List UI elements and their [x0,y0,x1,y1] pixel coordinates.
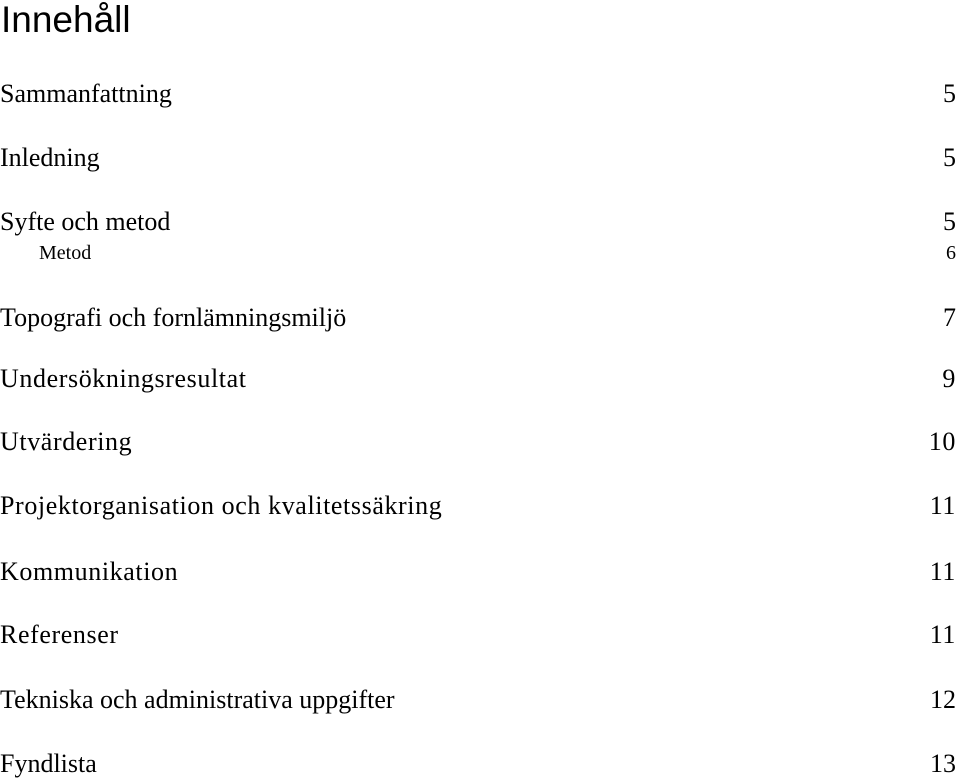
toc-entry-title: Topografi och fornlämningsmiljö [0,303,347,332]
page-title: Innehåll [1,0,131,40]
toc-entry-page: 10 [928,427,956,456]
toc-entry-page: 13 [930,749,956,778]
toc-entry-page: 5 [943,79,956,108]
toc-entry-utvardering[interactable] [0,427,956,457]
toc-entry-inledning[interactable] [0,143,956,173]
toc-entry-page: 11 [929,620,956,649]
toc-subentry-metod[interactable] [0,241,956,265]
toc-entry-page: 7 [943,303,956,332]
toc-entry-title: Referenser [0,620,119,649]
toc-entry-title: Projektorganisation och kvalitetssäkring [0,491,443,520]
toc-entry-page: 11 [929,557,956,586]
toc-entry-tekniska-uppgifter[interactable] [0,685,956,715]
toc-entry-title: Undersökningsresultat [0,364,247,393]
toc-entry-page: 6 [946,242,956,264]
toc-entry-page: 5 [943,207,956,236]
toc-entry-fyndlista[interactable] [0,749,956,779]
toc-entry-referenser[interactable] [0,620,956,650]
toc-entry-title: Syfte och metod [0,207,171,236]
toc-entry-kommunikation[interactable] [0,557,956,587]
toc-entry-title: Inledning [0,143,100,172]
toc-entry-projektorganisation[interactable] [0,491,956,521]
toc-entry-title: Metod [39,242,92,264]
toc-entry-title: Utvärdering [0,427,133,456]
toc-entry-page: 5 [943,143,956,172]
toc-entry-page: 12 [930,685,956,714]
toc-entry-undersokningsresultat[interactable] [0,364,956,394]
toc-entry-title: Fyndlista [0,749,97,778]
toc-entry-title: Kommunikation [0,557,179,586]
toc-entry-title: Tekniska och administrativa uppgifter [0,685,395,714]
toc-entry-sammanfattning[interactable] [0,79,956,109]
toc-entry-syfte-och-metod[interactable] [0,207,956,237]
toc-entry-page: 9 [942,364,956,393]
toc-entry-title: Sammanfattning [0,79,172,108]
toc-entry-page: 11 [929,491,956,520]
toc-entry-topografi[interactable] [0,303,956,333]
